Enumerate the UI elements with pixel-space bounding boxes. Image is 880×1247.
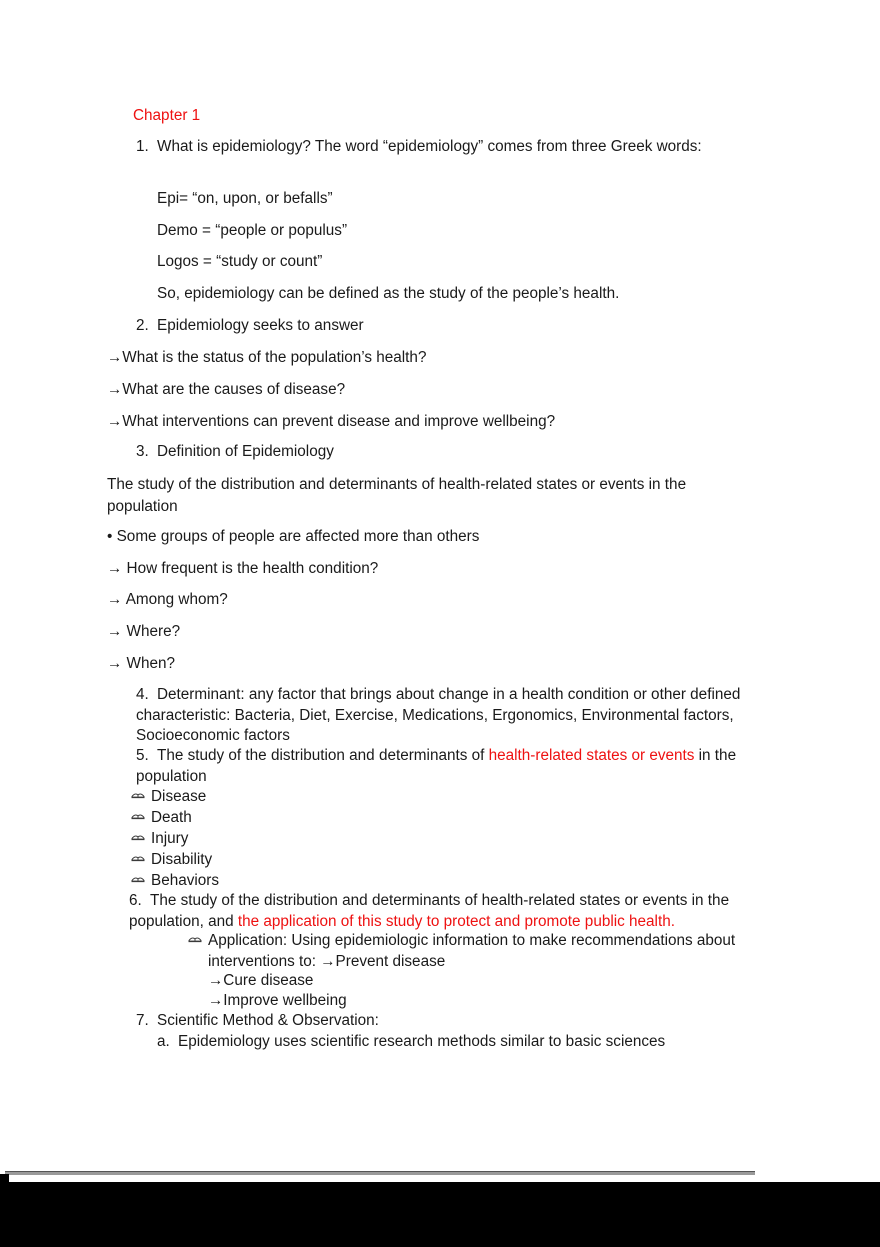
list-item-disease: [131, 787, 206, 808]
distribution-arrow-frequency: → How frequent is the health condition?: [107, 560, 379, 577]
list-item-application: [188, 931, 778, 972]
list-marker: 2.: [136, 317, 149, 334]
list-item-label: Behaviors: [151, 872, 220, 889]
highlighted-phrase: health-related states or events: [488, 747, 695, 764]
list-item-6: [129, 891, 774, 932]
seeks-answer-interventions: →What interventions can prevent disease and improve wellbeing?: [107, 413, 556, 430]
list-item-1: [136, 137, 756, 158]
list-item-5: [136, 746, 774, 787]
list-item-3: [136, 442, 756, 463]
list-item-text: Definition of Epidemiology: [157, 443, 334, 460]
list-item-text: [129, 892, 729, 930]
seeks-answer-causes: →What are the causes of disease?: [107, 381, 346, 398]
epidemiology-summary: So, epidemiology can be defined as the study of the people’s health.: [157, 285, 620, 302]
distribution-arrow-among: → Among whom?: [107, 591, 228, 608]
footer-black-band: [0, 1182, 880, 1247]
distribution-bullet-groups: • Some groups of people are affected more than others: [107, 528, 480, 545]
book-icon: [131, 851, 145, 872]
footer-divider: [5, 1171, 755, 1175]
book-icon: [131, 830, 145, 851]
list-item-4: [136, 685, 771, 747]
list-item-text: [136, 747, 736, 785]
list-marker: 7.: [136, 1012, 149, 1029]
book-icon: [131, 872, 145, 893]
list-item-7a: [157, 1032, 757, 1053]
application-arrow-improve: →Improve wellbeing: [208, 992, 347, 1009]
list-item-behaviors: [131, 871, 219, 892]
list-item-text: Epidemiology seeks to answer: [157, 317, 364, 334]
list-marker: 4.: [136, 686, 149, 703]
list-item-text: What is epidemiology? The word “epidemiology” comes from three Greek words:: [157, 138, 702, 155]
list-item-death: [131, 808, 192, 829]
list-item-disability: [131, 850, 212, 871]
greek-definition-demo: Demo = “people or populus”: [157, 222, 348, 239]
seeks-answer-status: →What is the status of the population’s health?: [107, 349, 427, 366]
list-item-text-plain-tail: in the population: [136, 747, 737, 785]
list-marker: a.: [157, 1033, 170, 1050]
list-marker: 5.: [136, 747, 149, 764]
book-icon: [131, 809, 145, 830]
list-item-text: Determinant: any factor that brings about change in a health condition or other defined characteristic: Bacteria, Diet, Exercise, Medications, Ergonomics, Environmental factors, Socioeconomic factors: [136, 686, 741, 744]
list-item-text: Epidemiology uses scientific research methods similar to basic sciences: [178, 1033, 666, 1050]
definition-paragraph: The study of the distribution and determinants of health-related states or events in the population: [107, 476, 687, 515]
highlighted-phrase: the application of this study to protect and promote public health.: [237, 912, 675, 930]
list-item-text: Scientific Method & Observation:: [157, 1012, 379, 1029]
list-item-text-plain-lead: The study of the distribution and determinants of health-related states or events in the population, and: [129, 892, 730, 930]
list-item-text-plain-lead: The study of the distribution and determinants of: [157, 747, 489, 764]
greek-definition-epi: Epi= “on, upon, or befalls”: [157, 190, 333, 207]
list-marker: 1.: [136, 138, 149, 155]
list-item-label: Injury: [151, 830, 189, 847]
book-icon: [131, 788, 145, 809]
list-item-injury: [131, 829, 188, 850]
book-icon: [188, 932, 202, 953]
list-marker: 3.: [136, 443, 149, 460]
list-item-7: [136, 1011, 756, 1032]
list-item-label: Disability: [151, 851, 213, 868]
application-arrow-cure: →Cure disease: [208, 972, 314, 989]
list-item-label: Death: [151, 809, 192, 826]
distribution-arrow-where: → Where?: [107, 623, 181, 640]
list-item-2: [136, 316, 756, 337]
list-item-label: Disease: [151, 788, 207, 805]
greek-definition-logos: Logos = “study or count”: [157, 253, 323, 270]
list-marker: 6.: [129, 892, 142, 909]
page-title: Chapter 1: [133, 107, 201, 124]
distribution-arrow-when: → When?: [107, 655, 176, 672]
list-item-label: Application: Using epidemiologic information to make recommendations about interventions to: →Prevent disease: [208, 932, 736, 970]
